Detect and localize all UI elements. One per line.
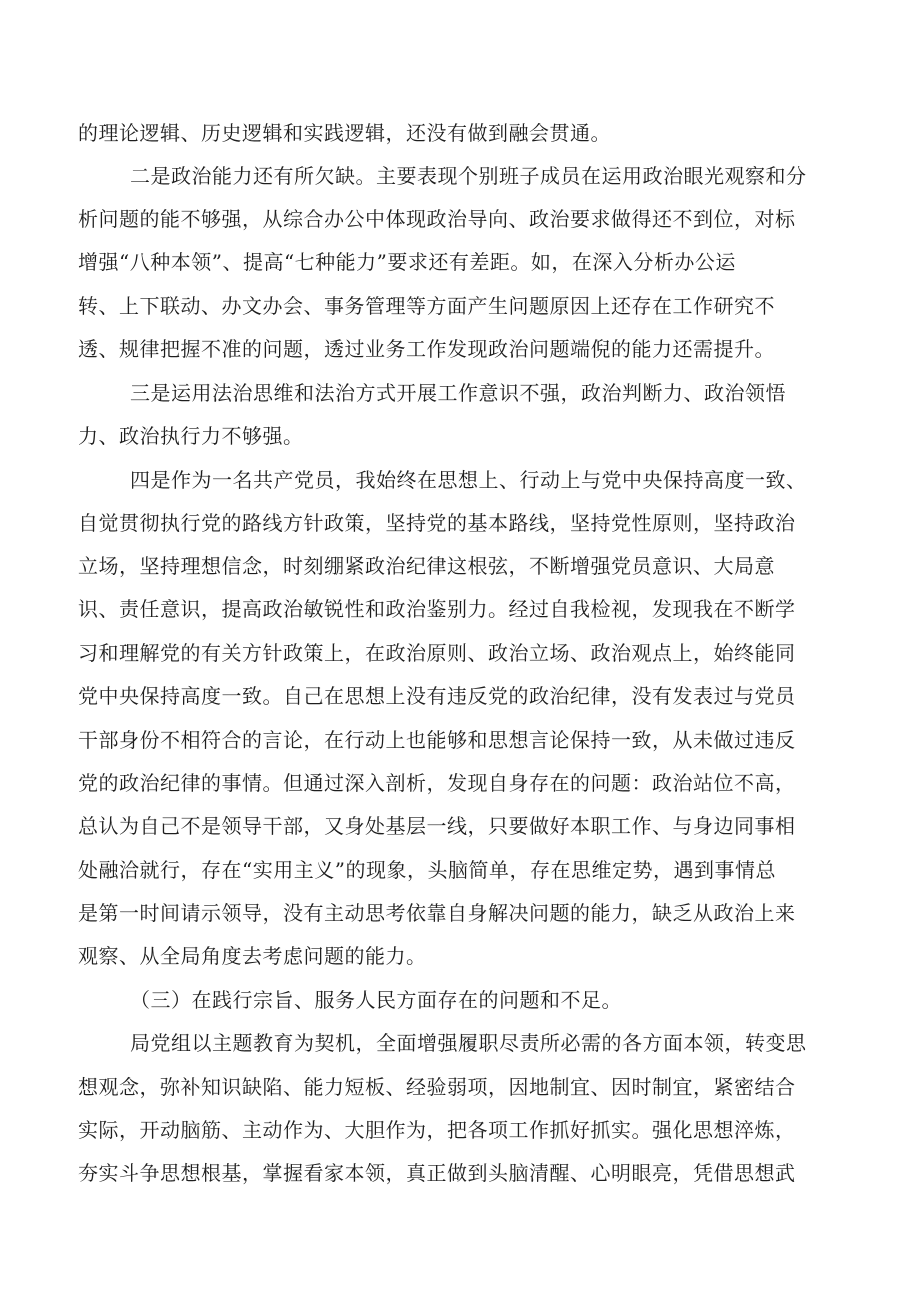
text-line: 习和理解党的有关方针政策上，在政治原则、政治立场、政治观点上，始终能同: [78, 641, 796, 665]
text-line: 力、政治执行力不够强。: [78, 424, 304, 448]
text-line: 实际，开动脑筋、主动作为、大胆作为，把各项工作抓好抓实。强化思想淬炼，: [78, 1118, 796, 1142]
text-line: 夯实斗争思想根基，掌握看家本领，真正做到头脑清醒、心明眼亮，凭借思想武: [78, 1161, 796, 1185]
text-line: 的理论逻辑、历史逻辑和实践逻辑，还没有做到融会贯通。: [78, 121, 611, 145]
text-line: 是第一时间请示领导，没有主动思考依靠自身解决问题的能力，缺乏从政治上来: [78, 901, 796, 925]
text-line: 识、责任意识，提高政治敏锐性和政治鉴别力。经过自我检视，发现我在不断学: [78, 597, 796, 621]
text-line: 透、规律把握不准的问题，透过业务工作发现政治问题端倪的能力还需提升。: [78, 337, 775, 361]
text-line: 总认为自己不是领导干部，又身处基层一线，只要做好本职工作、与身边同事相: [78, 814, 796, 838]
section-heading: （三）在践行宗旨、服务人民方面存在的问题和不足。: [130, 988, 622, 1012]
text-line: 党中央保持高度一致。自己在思想上没有违反党的政治纪律，没有发表过与党员: [78, 684, 796, 708]
text-line: 立场，坚持理想信念，时刻绷紧政治纪律这根弦，不断增强党员意识、大局意: [78, 554, 775, 578]
text-line: 析问题的能不够强，从综合办公中体现政治导向、政治要求做得还不到位，对标: [78, 207, 796, 231]
text-line: 党的政治纪律的事情。但通过深入剖析，发现自身存在的问题：政治站位不高，: [78, 771, 796, 795]
text-line: 观察、从全局角度去考虑问题的能力。: [78, 944, 427, 968]
text-line: 转、上下联动、办文办会、事务管理等方面产生问题原因上还存在工作研究不: [78, 294, 775, 318]
text-line: 四是作为一名共产党员，我始终在思想上、行动上与党中央保持高度一致、: [130, 468, 807, 492]
text-line: 增强“八种本领”、提高“七种能力”要求还有差距。如，在深入分析办公运: [78, 250, 736, 274]
text-line: 处融洽就行，存在“实用主义”的现象，头脑简单，存在思维定势，遇到事情总: [78, 858, 776, 882]
text-line: 三是运用法治思维和法治方式开展工作意识不强，政治判断力、政治领悟: [130, 381, 786, 405]
text-line: 二是政治能力还有所欠缺。主要表现个别班子成员在运用政治眼光观察和分: [130, 164, 807, 188]
text-line: 干部身份不相符合的言论，在行动上也能够和思想言论保持一致，从未做过违反: [78, 728, 796, 752]
text-line: 局党组以主题教育为契机，全面增强履职尽责所必需的各方面本领，转变思: [130, 1031, 807, 1055]
text-line: 想观念，弥补知识缺陷、能力短板、经验弱项，因地制宜、因时制宜，紧密结合: [78, 1075, 796, 1099]
text-line: 自觉贯彻执行党的路线方针政策，坚持党的基本路线，坚持党性原则，坚持政治: [78, 511, 796, 535]
